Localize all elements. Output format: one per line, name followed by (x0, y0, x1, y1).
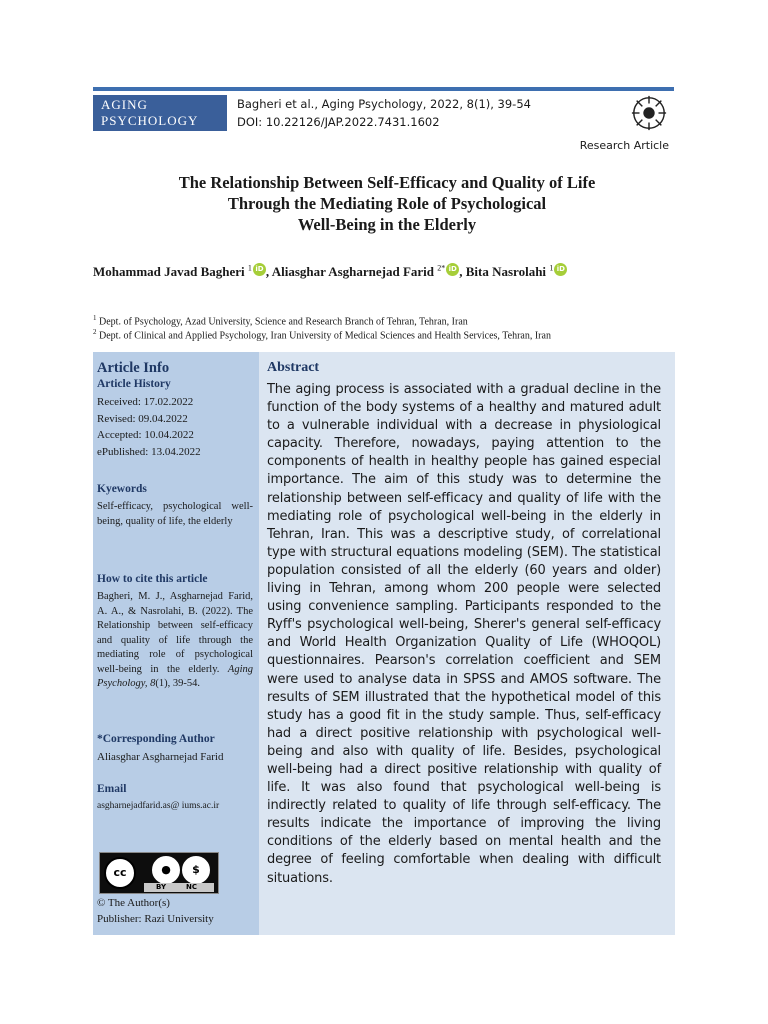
keywords-text: Self-efficacy, psychological well-being, quality of life, the elderly (97, 501, 253, 527)
journal-header (93, 87, 674, 139)
doi-link[interactable]: DOI: 10.22126/JAP.2022.7431.1602 (237, 115, 440, 129)
author-affil-sup: 2* (437, 263, 446, 273)
title-line: Well-Being in the Elderly (297, 215, 477, 234)
affiliation-number: 1 (93, 314, 97, 322)
journal-citation: Bagheri et al., Aging Psychology, 2022, 8(1), 39-54 (237, 97, 531, 111)
license-nc-label: NC (186, 883, 197, 891)
title-line: Through the Mediating Role of Psychological (227, 194, 547, 213)
abstract-text: The aging process is associated with a gradual decline in the function of the body systems of a healthy and matured adult to a vulnerable individual with a decrease in physiological capacity. Therefore, nowadays, paying attention to the components of health in healthy people has gained especial importance. The aim of this study was to determine the relationship between self-efficacy and quality of life with the mediating role of psychological well-being in the elderly in Tehran, Iran. This was a descriptive study, of correlational type with structural equations modeling (SEM). The statistical population consisted of all the elderly (60 years and older) living in Tehran, among whom 200 people were selected using convenience sampling. Participants responded to the Ryff's psychological well-being, Sherer's general self-efficacy and World Health Organization Quality of Life (WHOQOL) questionnaires. Pearson's correlation coefficient and SEM were used to analyse data in SPSS and AMOS software. The results of SEM illustrated that the hypothetical model of this study has a good fit in the study sample. Thus, self-efficacy had a direct positive relationship with psychological well-being and also with quality of life. Besides, psychological well-being had a direct positive relationship with quality of life. It was also found that psychological well-being is indirectly related to quality of life through self-efficacy. The results indicate the importance of improving the living conditions of the elderly based on mental health and the degree of feeling comfortable when dealing with difficult situations. (267, 382, 661, 886)
received-date: Received: 17.02.2022 (97, 396, 194, 408)
author-affil-sup: 1 (549, 263, 554, 273)
accepted-date: Accepted: 10.04.2022 (97, 429, 194, 441)
orcid-icon[interactable]: iD (446, 263, 459, 276)
cc-icon: cc (104, 857, 136, 889)
noncommercial-icon: $ (182, 856, 210, 884)
cite-text (97, 590, 253, 692)
revised-date: Revised: 09.04.2022 (97, 412, 188, 425)
corresponding-author-name: Aliasghar Asgharnejad Farid (97, 751, 224, 763)
article-history-heading: Article History (97, 378, 171, 390)
logo-line-2: PSYCHOLOGY (101, 113, 199, 128)
author-name: Aliasghar Asgharnejad Farid (271, 264, 434, 279)
cite-issue: (1), 39-54. (155, 678, 200, 689)
keywords-heading: Kyewords (97, 483, 147, 495)
abstract-panel (259, 352, 675, 935)
abstract-title: Abstract (267, 360, 320, 375)
orcid-icon[interactable]: iD (554, 263, 567, 276)
affiliation-1 (93, 314, 468, 327)
affiliation-text: Dept. of Psychology, Azad University, Science and Research Branch of Tehran, Tehran, Iran (99, 316, 468, 328)
author-separator: , (265, 264, 272, 279)
journal-logo (93, 95, 227, 131)
affiliation-text: Dept. of Clinical and Applied Psychology, Iran University of Medical Sciences and Health Services, Tehran, Iran (99, 330, 551, 342)
epublished-date: ePublished: 13.04.2022 (97, 445, 201, 458)
article-info-panel (93, 352, 259, 935)
license-by-label: BY (156, 883, 167, 891)
copyright-line: © The Author(s) (97, 897, 170, 909)
cite-journal: Aging Psychology, 8 (97, 663, 253, 689)
cite-body: Bagheri, M. J., Asgharnejad Farid, A. A., & Nasrolahi, B. (2022). The Relationship between self-efficacy and quality of life through the mediating role of psychological well-being in the elderly. (97, 591, 253, 675)
license-labels (144, 883, 214, 892)
article-type: Research Article (579, 139, 669, 152)
publisher-line: Publisher: Razi University (97, 913, 214, 925)
cite-heading: How to cite this article (97, 573, 208, 585)
corresponding-author-heading: *Corresponding Author (97, 733, 215, 745)
author-list (93, 263, 683, 280)
article-info-title: Article Info (97, 360, 170, 376)
author-name: Mohammad Javad Bagheri (93, 264, 245, 279)
history-dates (97, 394, 253, 460)
email-link[interactable]: asgharnejadfarid.as@ iums.ac.ir (97, 801, 220, 811)
author-affil-sup: 1 (247, 263, 252, 273)
affiliation-2 (93, 328, 551, 341)
author-name: Bita Nasrolahi (465, 264, 547, 279)
title-line: The Relationship Between Self-Efficacy and Quality of Life (178, 173, 596, 192)
orcid-icon[interactable]: iD (253, 263, 266, 276)
email-heading: Email (97, 783, 127, 795)
logo-line-1: AGING (101, 97, 148, 112)
affiliation-number: 2 (93, 328, 97, 336)
article-title (93, 172, 681, 235)
author-separator: , (459, 264, 466, 279)
cc-license-badge[interactable] (99, 852, 219, 894)
university-emblem-icon (630, 93, 668, 133)
attribution-icon: ● (152, 856, 180, 884)
